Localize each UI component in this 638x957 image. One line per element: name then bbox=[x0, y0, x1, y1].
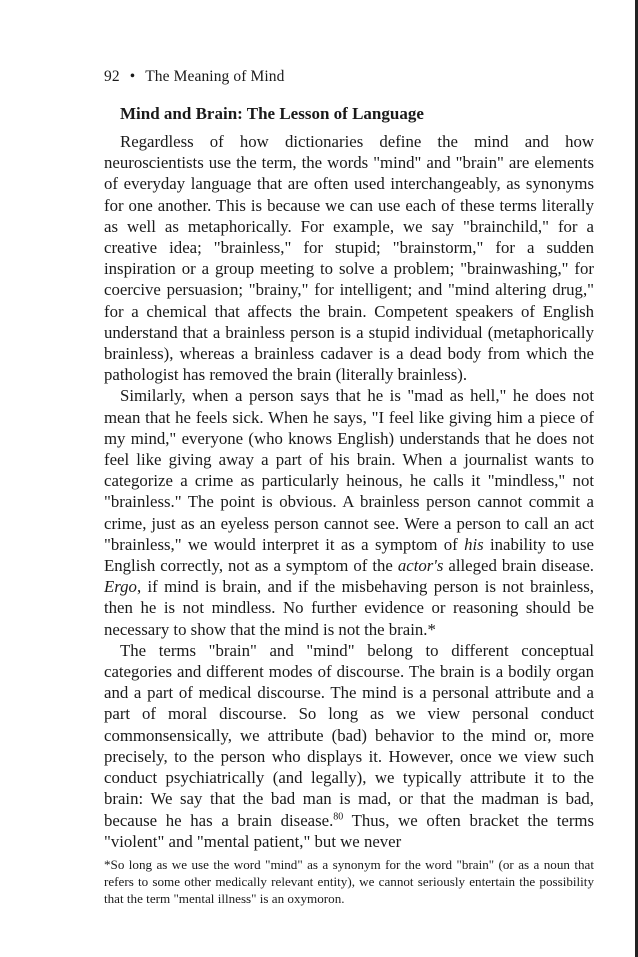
section-title: Mind and Brain: The Lesson of Language bbox=[120, 104, 424, 123]
running-header bbox=[104, 68, 284, 86]
paragraph-2-text-a: Similarly, when a person says that he is "mad as hell," he does not mean that he feels sick. When he says, "I feel like giving him a piece of my mind," everyone (who knows English) understands that he does not feel like giving away a part of his brain. When a journalist wants to categorize a crime as particularly heinous, he calls it "mindless," not "brainless." The point is obvious. A brainless person cannot commit a crime, just as an eyeless person cannot see. Were a person to call an act "brainless," we would interpret it as a symptom of bbox=[104, 386, 594, 554]
paragraph-1: Regardless of how dictionaries define the mind and how neuroscientists use the term, the words "mind" and "brain" are elements of everyday language that are often used interchangeably, as synonyms for one another. This is because we can use each of these terms literally as well as metaphorically. For example, we say "brainchild," for a creative idea; "brainless," for stupid; "brainstorm," for a sudden inspiration or a group meeting to solve a problem; "brainwashing," for coercive persuasion; "brainy," for intelligent; and "mind altering drug," for a chemical that affects the brain. Competent speakers of English understand that a brainless person is a stupid individual (metaphorically brainless), whereas a brainless cadaver is a dead body from which the pathologist has removed the brain (literally brainless). bbox=[104, 132, 594, 385]
emphasis-ergo: Ergo bbox=[104, 577, 137, 597]
running-title: The Meaning of Mind bbox=[145, 68, 285, 85]
emphasis-actors: actor's bbox=[397, 556, 444, 576]
footnote-text: So long as we use the word "mind" as a synonym for the word "brain" (or as a noun that refers to some other medically relevant entity), we cannot seriously entertain the possibility that the term "mental illness" is an oxymoron. bbox=[104, 857, 594, 907]
emphasis-his: his bbox=[464, 534, 484, 554]
paragraph-2 bbox=[104, 385, 594, 639]
body-text bbox=[104, 131, 594, 852]
header-bullet: • bbox=[129, 68, 136, 85]
paragraph-3-text-b: Thus, we often bracket the terms "violent" and "mental patient," but we never bbox=[104, 810, 594, 851]
reference-superscript: 80 bbox=[333, 810, 344, 822]
paragraph-2-text-d: , if mind is brain, and if the misbehaving person is not brainless, then he is not mindless. No further evidence or reasoning should be necessary to show that the mind is not the brain.* bbox=[104, 577, 594, 639]
footnote bbox=[104, 856, 594, 908]
paragraph-3-text-a: The terms "brain" and "mind" belong to different conceptual categories and different modes of discourse. The brain is a bodily organ and a part of medical discourse. The mind is a personal attribute and a part of moral discourse. So long as we view personal conduct commonsensically, we attribute (bad) behavior to the mind or, more precisely, to the person who displays it. However, once we view such conduct psychiatrically (and legally), we typically attribute it to the brain: We say that the bad man is mad, or that the madman is bad, because he has a brain disease. bbox=[104, 640, 594, 830]
paragraph-2-text-b: inability to use English correctly, not as a symptom of the bbox=[104, 534, 594, 576]
page-number: 92 bbox=[104, 68, 120, 85]
paragraph-3 bbox=[104, 640, 594, 852]
footnote-marker: * bbox=[104, 857, 111, 872]
paragraph-2-text-c: alleged brain disease. bbox=[443, 556, 594, 576]
